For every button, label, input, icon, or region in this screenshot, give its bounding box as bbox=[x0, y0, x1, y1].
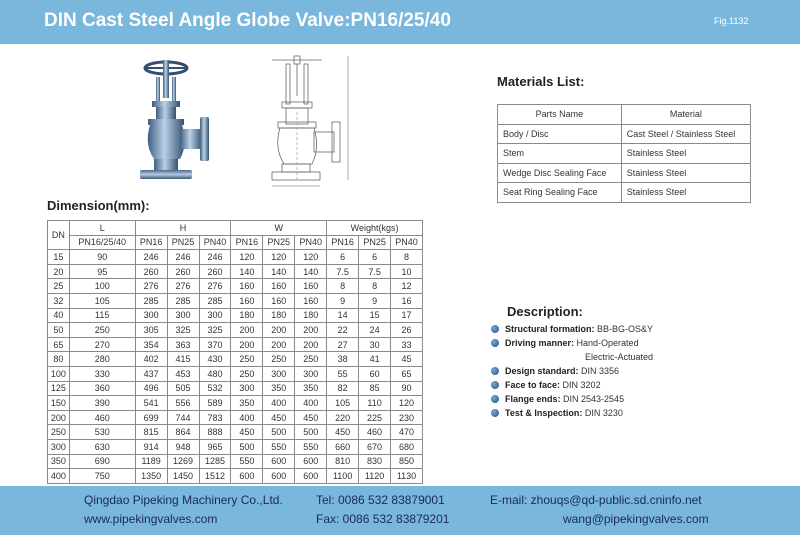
table-cell: 1285 bbox=[199, 454, 231, 469]
table-cell: 33 bbox=[391, 337, 423, 352]
table-cell: 360 bbox=[69, 381, 135, 396]
table-cell: Stainless Steel bbox=[621, 183, 750, 203]
table-cell: 914 bbox=[135, 439, 167, 454]
dim-header-h: H bbox=[135, 221, 231, 236]
table-cell: 230 bbox=[391, 410, 423, 425]
table-cell: 276 bbox=[167, 279, 199, 294]
table-cell: 453 bbox=[167, 366, 199, 381]
table-cell: 110 bbox=[359, 396, 391, 411]
table-cell: 783 bbox=[199, 410, 231, 425]
table-cell: 180 bbox=[263, 308, 295, 323]
table-cell: 460 bbox=[69, 410, 135, 425]
table-cell: Stainless Steel bbox=[621, 163, 750, 183]
table-cell: 1512 bbox=[199, 469, 231, 484]
desc-item-flange bbox=[489, 392, 789, 406]
table-cell: 480 bbox=[199, 366, 231, 381]
table-cell: 300 bbox=[167, 308, 199, 323]
table-row bbox=[48, 396, 423, 411]
desc-key: Structural formation: bbox=[505, 324, 595, 334]
table-cell: 250 bbox=[69, 323, 135, 338]
table-cell: 80 bbox=[48, 352, 70, 367]
table-cell: 400 bbox=[263, 396, 295, 411]
table-cell: 260 bbox=[135, 264, 167, 279]
dim-subheader: PN16/25/40 bbox=[69, 235, 135, 250]
table-cell: 20 bbox=[48, 264, 70, 279]
table-cell: 50 bbox=[48, 323, 70, 338]
table-cell: 864 bbox=[167, 425, 199, 440]
table-cell: 225 bbox=[359, 410, 391, 425]
desc-value: DIN 3230 bbox=[584, 408, 623, 418]
table-cell: 276 bbox=[199, 279, 231, 294]
table-cell: 200 bbox=[231, 323, 263, 338]
table-cell: 750 bbox=[69, 469, 135, 484]
desc-value: DIN 2543-2545 bbox=[563, 394, 625, 404]
table-cell: 160 bbox=[263, 279, 295, 294]
table-cell: 90 bbox=[69, 250, 135, 265]
desc-item-test bbox=[489, 406, 789, 420]
table-cell: 550 bbox=[295, 439, 327, 454]
table-row bbox=[498, 124, 751, 144]
materials-header-material: Material bbox=[621, 105, 750, 125]
table-cell: 26 bbox=[391, 323, 423, 338]
table-cell: 160 bbox=[295, 293, 327, 308]
table-cell: 505 bbox=[167, 381, 199, 396]
table-cell: 1350 bbox=[135, 469, 167, 484]
table-cell: 180 bbox=[295, 308, 327, 323]
dim-subheader: PN16 bbox=[231, 235, 263, 250]
dimension-title: Dimension(mm): bbox=[47, 198, 150, 213]
table-cell: 65 bbox=[48, 337, 70, 352]
table-cell: 630 bbox=[69, 439, 135, 454]
table-cell: 85 bbox=[359, 381, 391, 396]
table-cell: 350 bbox=[231, 396, 263, 411]
table-cell: 120 bbox=[295, 250, 327, 265]
table-cell: 400 bbox=[48, 469, 70, 484]
table-cell: Stem bbox=[498, 144, 622, 164]
email-link[interactable]: E-mail: zhouqs@qd-public.sd.cninfo.net bbox=[490, 493, 702, 507]
table-cell: 200 bbox=[263, 337, 295, 352]
description-list bbox=[489, 322, 789, 420]
table-cell: 500 bbox=[263, 425, 295, 440]
dim-subheader: PN40 bbox=[295, 235, 327, 250]
table-cell: 600 bbox=[295, 469, 327, 484]
table-cell: 350 bbox=[295, 381, 327, 396]
table-cell: 200 bbox=[231, 337, 263, 352]
table-cell: 660 bbox=[327, 439, 359, 454]
desc-key: Test & Inspection: bbox=[505, 408, 583, 418]
table-cell: 948 bbox=[167, 439, 199, 454]
valve-drawing bbox=[262, 52, 358, 192]
table-cell: 363 bbox=[167, 337, 199, 352]
bullet-icon bbox=[491, 339, 499, 347]
table-cell: 300 bbox=[263, 366, 295, 381]
dim-subheader: PN25 bbox=[167, 235, 199, 250]
table-cell: 140 bbox=[231, 264, 263, 279]
table-cell: 82 bbox=[327, 381, 359, 396]
table-cell: 100 bbox=[48, 366, 70, 381]
table-cell: 437 bbox=[135, 366, 167, 381]
tel-number: Tel: 0086 532 83879001 bbox=[316, 493, 445, 507]
table-row bbox=[48, 439, 423, 454]
table-cell: 300 bbox=[295, 366, 327, 381]
table-cell: 246 bbox=[135, 250, 167, 265]
materials-table bbox=[497, 104, 751, 203]
table-cell: 55 bbox=[327, 366, 359, 381]
table-cell: 40 bbox=[48, 308, 70, 323]
bullet-icon bbox=[491, 409, 499, 417]
dim-header-l: L bbox=[69, 221, 135, 236]
table-cell: 530 bbox=[69, 425, 135, 440]
table-cell: Body / Disc bbox=[498, 124, 622, 144]
table-cell: 496 bbox=[135, 381, 167, 396]
table-cell: 140 bbox=[295, 264, 327, 279]
table-cell: 16 bbox=[391, 293, 423, 308]
table-cell: 400 bbox=[295, 396, 327, 411]
table-cell: 300 bbox=[48, 439, 70, 454]
desc-value: DIN 3356 bbox=[581, 366, 620, 376]
table-cell: 7.5 bbox=[327, 264, 359, 279]
table-cell: 8 bbox=[359, 279, 391, 294]
table-cell: 350 bbox=[263, 381, 295, 396]
table-cell: 14 bbox=[327, 308, 359, 323]
table-row bbox=[48, 469, 423, 484]
table-cell: 354 bbox=[135, 337, 167, 352]
table-cell: 450 bbox=[327, 425, 359, 440]
table-cell: 120 bbox=[231, 250, 263, 265]
dim-header-dn: DN bbox=[48, 221, 70, 250]
table-cell: 120 bbox=[391, 396, 423, 411]
table-cell: 125 bbox=[48, 381, 70, 396]
table-cell: 25 bbox=[48, 279, 70, 294]
table-cell: 400 bbox=[231, 410, 263, 425]
table-cell: 690 bbox=[69, 454, 135, 469]
table-cell: Seat Ring Sealing Face bbox=[498, 183, 622, 203]
table-cell: 160 bbox=[231, 293, 263, 308]
table-cell: 41 bbox=[359, 352, 391, 367]
figure-number: Fig.1132 bbox=[714, 16, 749, 26]
table-cell: 550 bbox=[263, 439, 295, 454]
bullet-icon bbox=[491, 381, 499, 389]
table-cell: 15 bbox=[359, 308, 391, 323]
table-cell: 105 bbox=[69, 293, 135, 308]
bullet-icon bbox=[491, 367, 499, 375]
table-cell: 250 bbox=[48, 425, 70, 440]
table-cell: 65 bbox=[391, 366, 423, 381]
table-cell: 200 bbox=[263, 323, 295, 338]
table-cell: 150 bbox=[48, 396, 70, 411]
table-cell: 250 bbox=[231, 366, 263, 381]
table-row bbox=[48, 410, 423, 425]
table-cell: 220 bbox=[327, 410, 359, 425]
table-cell: 888 bbox=[199, 425, 231, 440]
dim-subheader: PN40 bbox=[391, 235, 423, 250]
table-row bbox=[48, 381, 423, 396]
table-cell: 680 bbox=[391, 439, 423, 454]
website-link[interactable]: www.pipekingvalves.com bbox=[84, 512, 218, 526]
table-cell: 100 bbox=[69, 279, 135, 294]
table-cell: 350 bbox=[48, 454, 70, 469]
table-cell: 22 bbox=[327, 323, 359, 338]
table-cell: 160 bbox=[295, 279, 327, 294]
dim-header-w: W bbox=[231, 221, 327, 236]
materials-header-parts: Parts Name bbox=[498, 105, 622, 125]
table-row bbox=[48, 425, 423, 440]
table-cell: 90 bbox=[391, 381, 423, 396]
dim-subheader: PN16 bbox=[327, 235, 359, 250]
table-cell: 500 bbox=[295, 425, 327, 440]
table-cell: 415 bbox=[167, 352, 199, 367]
bullet-icon bbox=[491, 395, 499, 403]
table-row bbox=[498, 144, 751, 164]
table-cell: 246 bbox=[199, 250, 231, 265]
desc-key: Driving manner: bbox=[505, 338, 575, 348]
table-row bbox=[48, 279, 423, 294]
desc-item-design bbox=[489, 364, 789, 378]
table-cell: 285 bbox=[167, 293, 199, 308]
table-cell: 300 bbox=[199, 308, 231, 323]
table-cell: 160 bbox=[231, 279, 263, 294]
table-cell: 600 bbox=[263, 469, 295, 484]
table-cell: 815 bbox=[135, 425, 167, 440]
bullet-icon bbox=[491, 325, 499, 333]
table-cell: 450 bbox=[263, 410, 295, 425]
table-cell: 160 bbox=[263, 293, 295, 308]
table-cell: 300 bbox=[135, 308, 167, 323]
table-cell: 60 bbox=[359, 366, 391, 381]
table-cell: 180 bbox=[231, 308, 263, 323]
table-row bbox=[48, 264, 423, 279]
table-cell: 1450 bbox=[167, 469, 199, 484]
table-row bbox=[498, 163, 751, 183]
table-cell: 556 bbox=[167, 396, 199, 411]
table-cell: 460 bbox=[359, 425, 391, 440]
table-cell: 15 bbox=[48, 250, 70, 265]
table-cell: 200 bbox=[295, 323, 327, 338]
dim-subheader: PN40 bbox=[199, 235, 231, 250]
table-cell: 1120 bbox=[359, 469, 391, 484]
table-cell: 390 bbox=[69, 396, 135, 411]
table-cell: Stainless Steel bbox=[621, 144, 750, 164]
table-cell: 589 bbox=[199, 396, 231, 411]
dim-header-weight: Weight(kgs) bbox=[327, 221, 423, 236]
table-cell: 27 bbox=[327, 337, 359, 352]
desc-item-driving bbox=[489, 336, 789, 350]
desc-key: Design standard: bbox=[505, 366, 579, 376]
table-cell: 250 bbox=[263, 352, 295, 367]
materials-title: Materials List: bbox=[497, 74, 585, 89]
table-cell: 600 bbox=[263, 454, 295, 469]
table-cell: Cast Steel / Stainless Steel bbox=[621, 124, 750, 144]
dimension-table bbox=[47, 220, 423, 484]
desc-value: DIN 3202 bbox=[562, 380, 601, 390]
table-cell: 1130 bbox=[391, 469, 423, 484]
table-cell: 1189 bbox=[135, 454, 167, 469]
table-cell: 550 bbox=[231, 454, 263, 469]
table-cell: 830 bbox=[359, 454, 391, 469]
table-cell: 430 bbox=[199, 352, 231, 367]
table-cell: 670 bbox=[359, 439, 391, 454]
table-row bbox=[48, 352, 423, 367]
table-cell: 95 bbox=[69, 264, 135, 279]
table-cell: 260 bbox=[199, 264, 231, 279]
table-cell: 246 bbox=[167, 250, 199, 265]
dim-subheader: PN25 bbox=[359, 235, 391, 250]
table-row bbox=[48, 337, 423, 352]
desc-key: Face to face: bbox=[505, 380, 561, 390]
table-cell: 500 bbox=[231, 439, 263, 454]
table-cell: 115 bbox=[69, 308, 135, 323]
desc-key: Flange ends: bbox=[505, 394, 561, 404]
header-banner bbox=[0, 0, 800, 44]
table-row bbox=[498, 183, 751, 203]
table-row bbox=[48, 308, 423, 323]
table-cell: 8 bbox=[391, 250, 423, 265]
table-cell: 532 bbox=[199, 381, 231, 396]
table-cell: 965 bbox=[199, 439, 231, 454]
table-cell: 12 bbox=[391, 279, 423, 294]
table-row bbox=[48, 250, 423, 265]
page-title: DIN Cast Steel Angle Globe Valve:PN16/25/40 bbox=[44, 10, 451, 31]
table-cell: 450 bbox=[295, 410, 327, 425]
table-cell: 285 bbox=[135, 293, 167, 308]
table-row bbox=[48, 454, 423, 469]
table-cell: 276 bbox=[135, 279, 167, 294]
table-cell: 470 bbox=[391, 425, 423, 440]
table-cell: 45 bbox=[391, 352, 423, 367]
footer-banner bbox=[0, 486, 800, 535]
table-cell: 810 bbox=[327, 454, 359, 469]
table-cell: 8 bbox=[327, 279, 359, 294]
dim-subheader: PN25 bbox=[263, 235, 295, 250]
table-cell: 370 bbox=[199, 337, 231, 352]
table-cell: 140 bbox=[263, 264, 295, 279]
table-row bbox=[48, 293, 423, 308]
desc-item-face bbox=[489, 378, 789, 392]
table-row bbox=[48, 323, 423, 338]
desc-driving-extra: Electric-Actuated bbox=[585, 352, 654, 362]
company-name: Qingdao Pipeking Machinery Co.,Ltd. bbox=[84, 493, 283, 507]
table-cell: 300 bbox=[231, 381, 263, 396]
table-cell: 250 bbox=[231, 352, 263, 367]
desc-value: Hand-Operated bbox=[576, 338, 639, 348]
table-cell: 330 bbox=[69, 366, 135, 381]
table-cell: 699 bbox=[135, 410, 167, 425]
desc-value: BB-BG-OS&Y bbox=[597, 324, 654, 334]
table-cell: 6 bbox=[359, 250, 391, 265]
table-cell: 17 bbox=[391, 308, 423, 323]
desc-item-structure bbox=[489, 322, 789, 336]
dim-subheader: PN16 bbox=[135, 235, 167, 250]
table-cell: 325 bbox=[199, 323, 231, 338]
table-cell: 24 bbox=[359, 323, 391, 338]
fax-number: Fax: 0086 532 83879201 bbox=[316, 512, 450, 526]
table-cell: 105 bbox=[327, 396, 359, 411]
table-cell: 38 bbox=[327, 352, 359, 367]
table-cell: 260 bbox=[167, 264, 199, 279]
table-cell: 450 bbox=[231, 425, 263, 440]
table-cell: 10 bbox=[391, 264, 423, 279]
table-cell: 541 bbox=[135, 396, 167, 411]
table-cell: 600 bbox=[295, 454, 327, 469]
valve-photo bbox=[128, 55, 224, 190]
table-cell: 1269 bbox=[167, 454, 199, 469]
table-cell: Wedge Disc Sealing Face bbox=[498, 163, 622, 183]
table-cell: 200 bbox=[295, 337, 327, 352]
table-cell: 325 bbox=[167, 323, 199, 338]
table-cell: 744 bbox=[167, 410, 199, 425]
email-link-2[interactable]: wang@pipekingvalves.com bbox=[563, 512, 709, 526]
table-cell: 120 bbox=[263, 250, 295, 265]
table-cell: 250 bbox=[295, 352, 327, 367]
table-cell: 280 bbox=[69, 352, 135, 367]
table-cell: 200 bbox=[48, 410, 70, 425]
table-cell: 270 bbox=[69, 337, 135, 352]
table-cell: 1100 bbox=[327, 469, 359, 484]
description-title: Description: bbox=[507, 304, 583, 319]
table-cell: 305 bbox=[135, 323, 167, 338]
table-cell: 30 bbox=[359, 337, 391, 352]
table-cell: 402 bbox=[135, 352, 167, 367]
table-cell: 9 bbox=[359, 293, 391, 308]
table-cell: 600 bbox=[231, 469, 263, 484]
table-cell: 285 bbox=[199, 293, 231, 308]
table-cell: 32 bbox=[48, 293, 70, 308]
table-cell: 9 bbox=[327, 293, 359, 308]
table-cell: 850 bbox=[391, 454, 423, 469]
table-cell: 6 bbox=[327, 250, 359, 265]
table-row bbox=[48, 366, 423, 381]
table-cell: 7.5 bbox=[359, 264, 391, 279]
